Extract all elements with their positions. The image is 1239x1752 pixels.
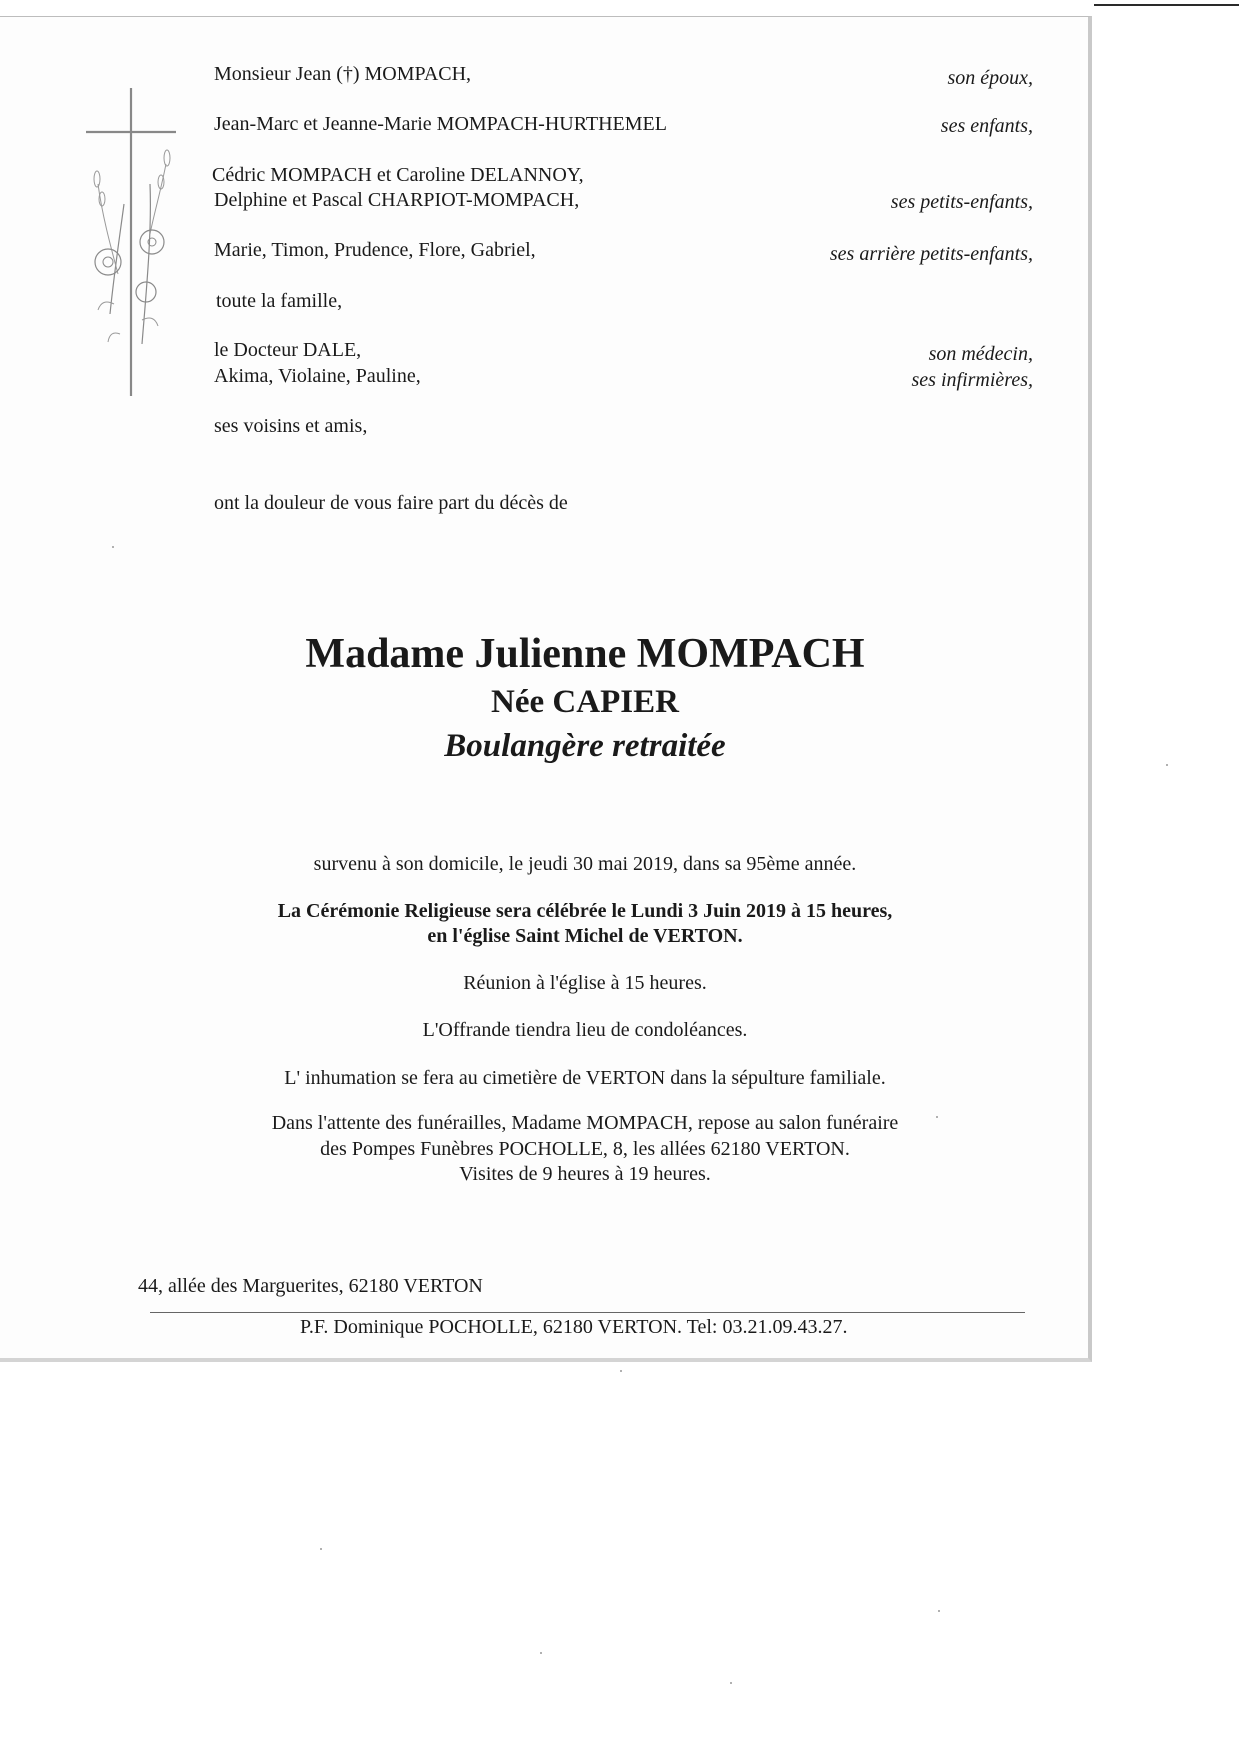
announcement-text: ont la douleur de vous faire part du décès de (214, 492, 568, 514)
rest-text-line: des Pompes Funèbres POCHOLLE, 8, les allées 62180 VERTON. (320, 1138, 850, 1160)
scan-speck (730, 1682, 732, 1684)
family-names-line: Jean-Marc et Jeanne-Marie MOMPACH-HURTHEMEL (214, 113, 667, 135)
family-relation-line: ses enfants, (940, 115, 1033, 137)
funeral-home-footer: P.F. Dominique POCHOLLE, 62180 VERTON. Tel: 03.21.09.43.27. (300, 1316, 848, 1338)
rest-text-line: Visites de 9 heures à 19 heures. (459, 1163, 711, 1185)
family-relation-line: ses arrière petits-enfants, (829, 243, 1033, 265)
scan-speck (1166, 764, 1168, 766)
family-names-line: Cédric MOMPACH et Caroline DELANNOY, (212, 164, 584, 186)
home-address: 44, allée des Marguerites, 62180 VERTON (138, 1275, 483, 1297)
footer-divider (150, 1312, 1025, 1313)
family-names-line: Monsieur Jean (†) MOMPACH, (214, 63, 472, 85)
scan-edge-mark (1094, 4, 1239, 6)
family-relation-line: ses petits-enfants, (890, 191, 1033, 213)
scan-speck (320, 1548, 322, 1550)
offering-text: L'Offrande tiendra lieu de condoléances. (422, 1019, 748, 1041)
deceased-profession: Boulangère retraitée (444, 728, 726, 764)
ceremony-text-line: La Cérémonie Religieuse sera célébrée le Lundi 3 Juin 2019 à 15 heures, (277, 900, 893, 922)
family-names-line: Akima, Violaine, Pauline, (214, 365, 421, 387)
burial-text: L' inhumation se fera au cimetière de VERTON dans la sépulture familiale. (284, 1067, 886, 1089)
cross-with-flowers-icon (80, 84, 190, 404)
family-names-line: ses voisins et amis, (214, 415, 368, 437)
scan-speck (936, 1116, 938, 1118)
family-relation-line: son médecin, (928, 343, 1033, 365)
family-names-line: Marie, Timon, Prudence, Flore, Gabriel, (214, 239, 536, 261)
ceremony-text-line: en l'église Saint Michel de VERTON. (427, 925, 743, 947)
family-relation-line: son époux, (947, 67, 1033, 89)
meeting-text: Réunion à l'église à 15 heures. (463, 972, 707, 994)
family-relation-line: ses infirmières, (911, 369, 1033, 391)
deceased-maiden-name: Née CAPIER (491, 684, 679, 720)
family-names-line: Delphine et Pascal CHARPIOT-MOMPACH, (214, 189, 580, 211)
death-details-text: survenu à son domicile, le jeudi 30 mai 2019, dans sa 95ème année. (313, 853, 857, 875)
family-names-line: le Docteur DALE, (214, 339, 362, 361)
scan-speck (938, 1610, 940, 1612)
rest-text-line: Dans l'attente des funérailles, Madame MOMPACH, repose au salon funéraire (271, 1112, 899, 1134)
scan-speck (620, 1370, 622, 1372)
deceased-name: Madame Julienne MOMPACH (305, 631, 865, 677)
family-names-line: toute la famille, (216, 290, 343, 312)
scan-speck (540, 1652, 542, 1654)
scan-speck (112, 546, 114, 548)
